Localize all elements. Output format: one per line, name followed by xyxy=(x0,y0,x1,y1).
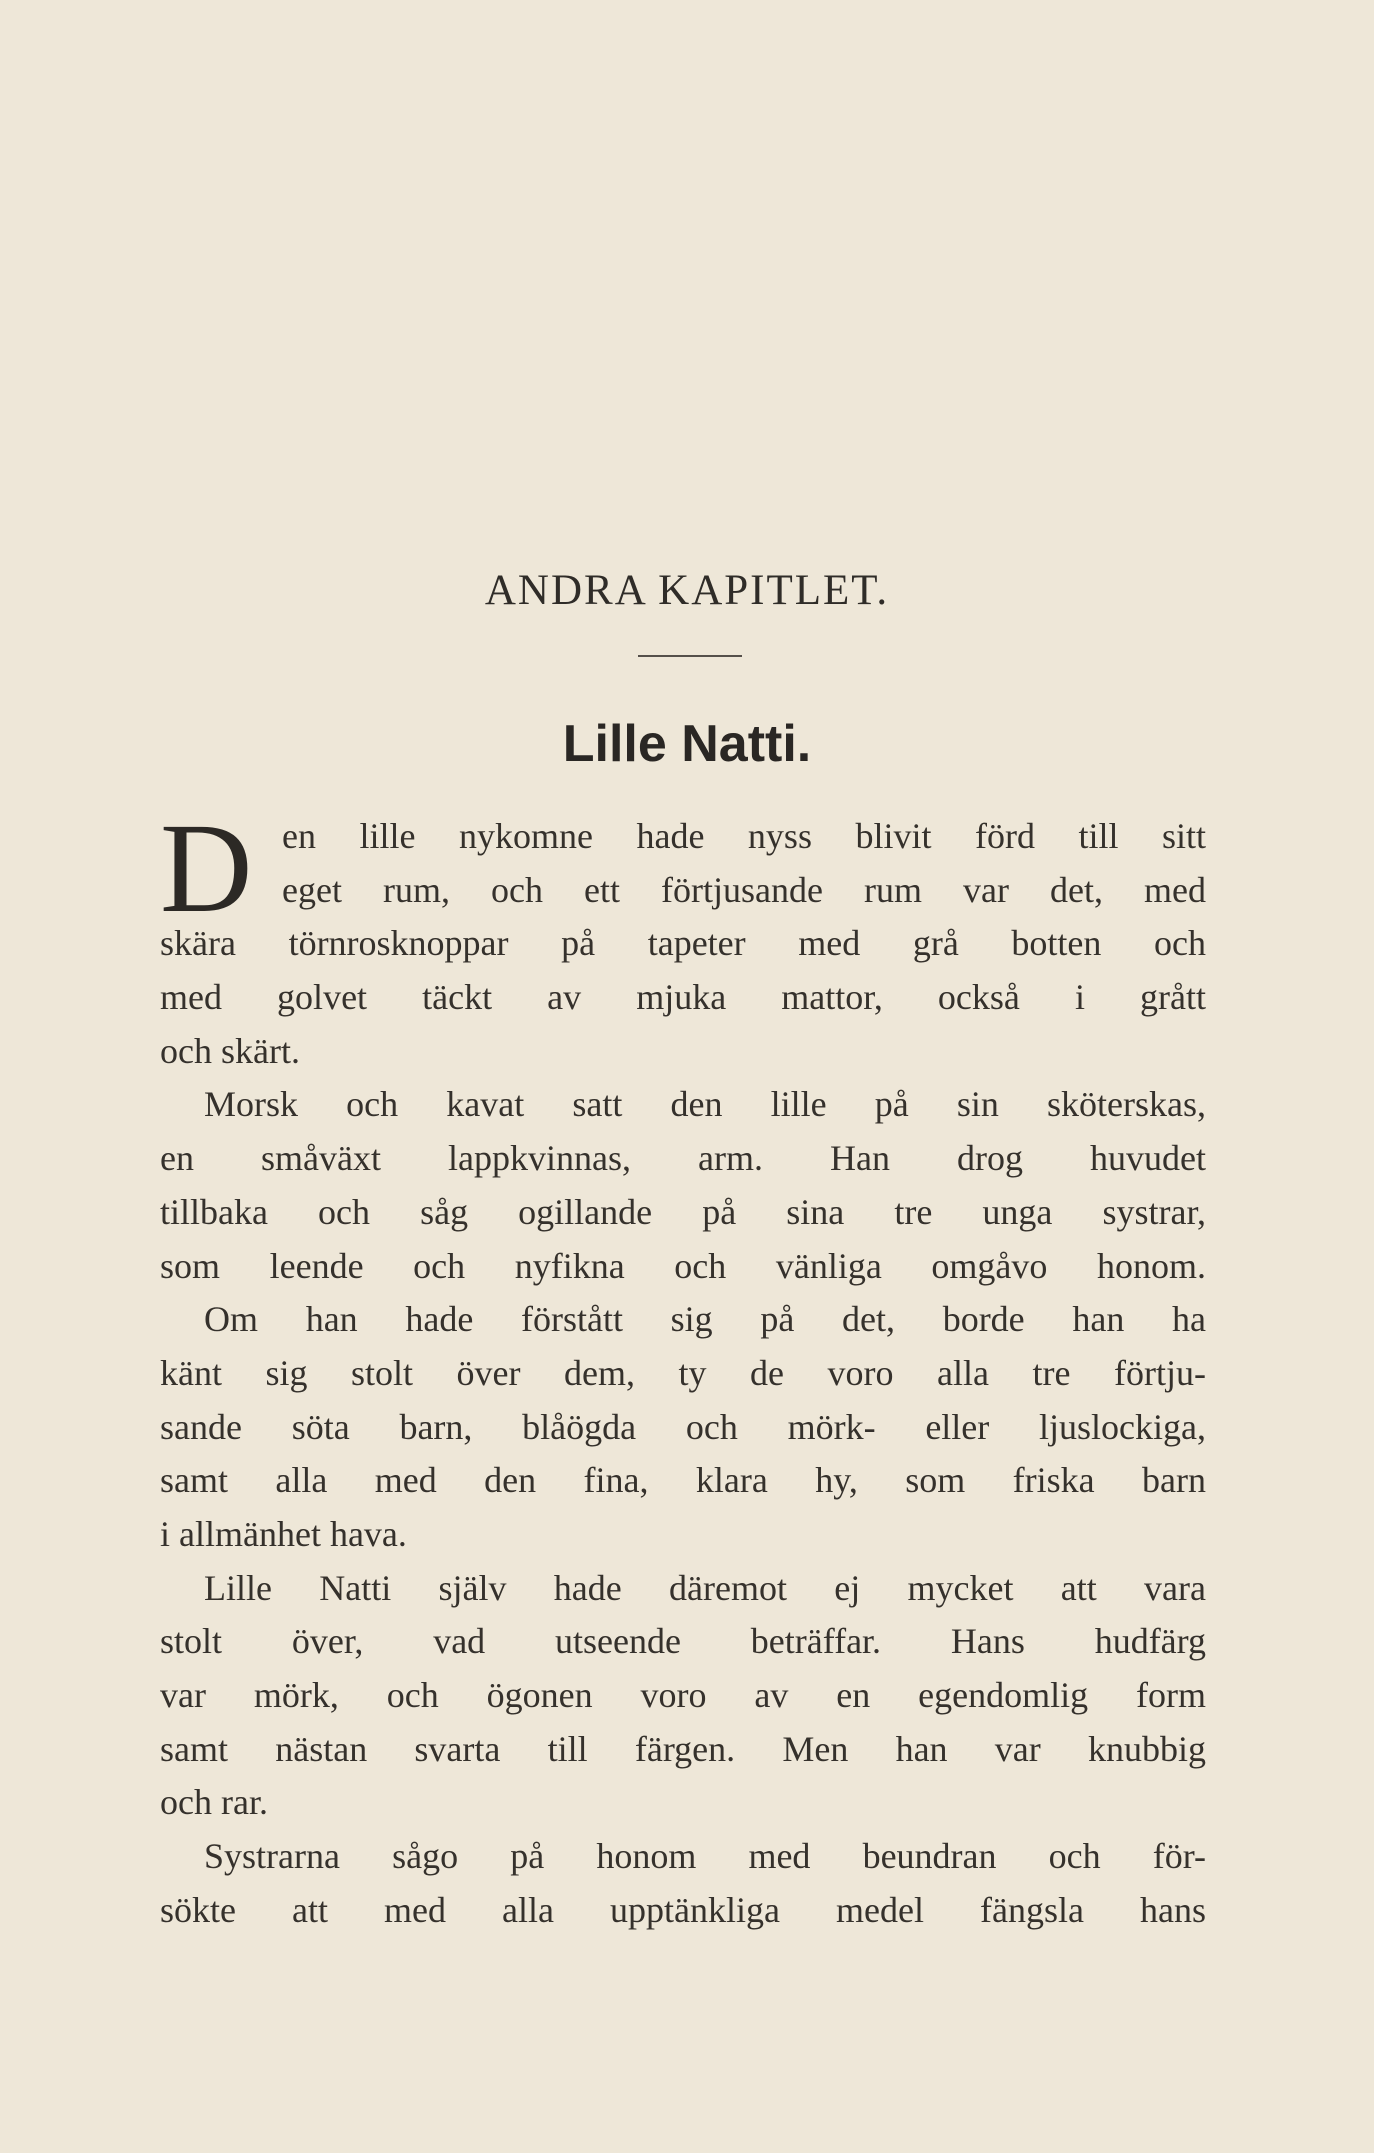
text-line: stolt över, vad utseende beträffar. Hans hudfärg xyxy=(160,1621,1206,1662)
body-text xyxy=(160,797,1206,1937)
text-line: och rar. xyxy=(160,1782,268,1823)
text-line: med golvet täckt av mjuka mattor, också i grått xyxy=(160,977,1206,1018)
text-line: sande söta barn, blåögda och mörk- eller ljuslockiga, xyxy=(160,1406,1206,1447)
text-line: känt sig stolt över dem, ty de voro alla tre förtju- xyxy=(160,1352,1206,1393)
text-line: Morsk och kavat satt den lille på sin sköterskas, xyxy=(204,1084,1206,1125)
text-line: en småväxt lappkvinnas, arm. Han drog huvudet xyxy=(160,1138,1206,1179)
text-line: eget rum, och ett förtjusande rum var det, med xyxy=(282,869,1206,910)
text-line: som leende och nyfikna och vänliga omgåvo honom. xyxy=(160,1245,1206,1286)
text-line: Lille Natti själv hade däremot ej mycket att vara xyxy=(204,1567,1206,1608)
chapter-title: Lille Natti. xyxy=(562,715,812,773)
text-line: och skärt. xyxy=(160,1030,300,1071)
text-line: samt alla med den fina, klara hy, som friska barn xyxy=(160,1460,1206,1501)
text-line: skära törnrosknoppar på tapeter med grå botten och xyxy=(160,923,1206,964)
drop-cap: D xyxy=(160,797,253,939)
text-line: Systrarna sågo på honom med beundran och för- xyxy=(204,1836,1206,1877)
text-line: samt nästan svarta till färgen. Men han var knubbig xyxy=(160,1728,1206,1769)
text-line: en lille nykomne hade nyss blivit förd till sitt xyxy=(282,816,1206,856)
text-line: var mörk, och ögonen voro av en egendomlig form xyxy=(160,1675,1206,1715)
text-line: i allmänhet hava. xyxy=(160,1513,407,1554)
text-line: Om han hade förstått sig på det, borde han ha xyxy=(204,1299,1206,1340)
heading-divider xyxy=(638,655,742,657)
text-line: tillbaka och såg ogillande på sina tre unga systrar, xyxy=(160,1191,1206,1232)
chapter-heading: ANDRA KAPITLET. xyxy=(484,567,890,614)
text-line: sökte att med alla upptänkliga medel fängsla hans xyxy=(160,1889,1206,1930)
